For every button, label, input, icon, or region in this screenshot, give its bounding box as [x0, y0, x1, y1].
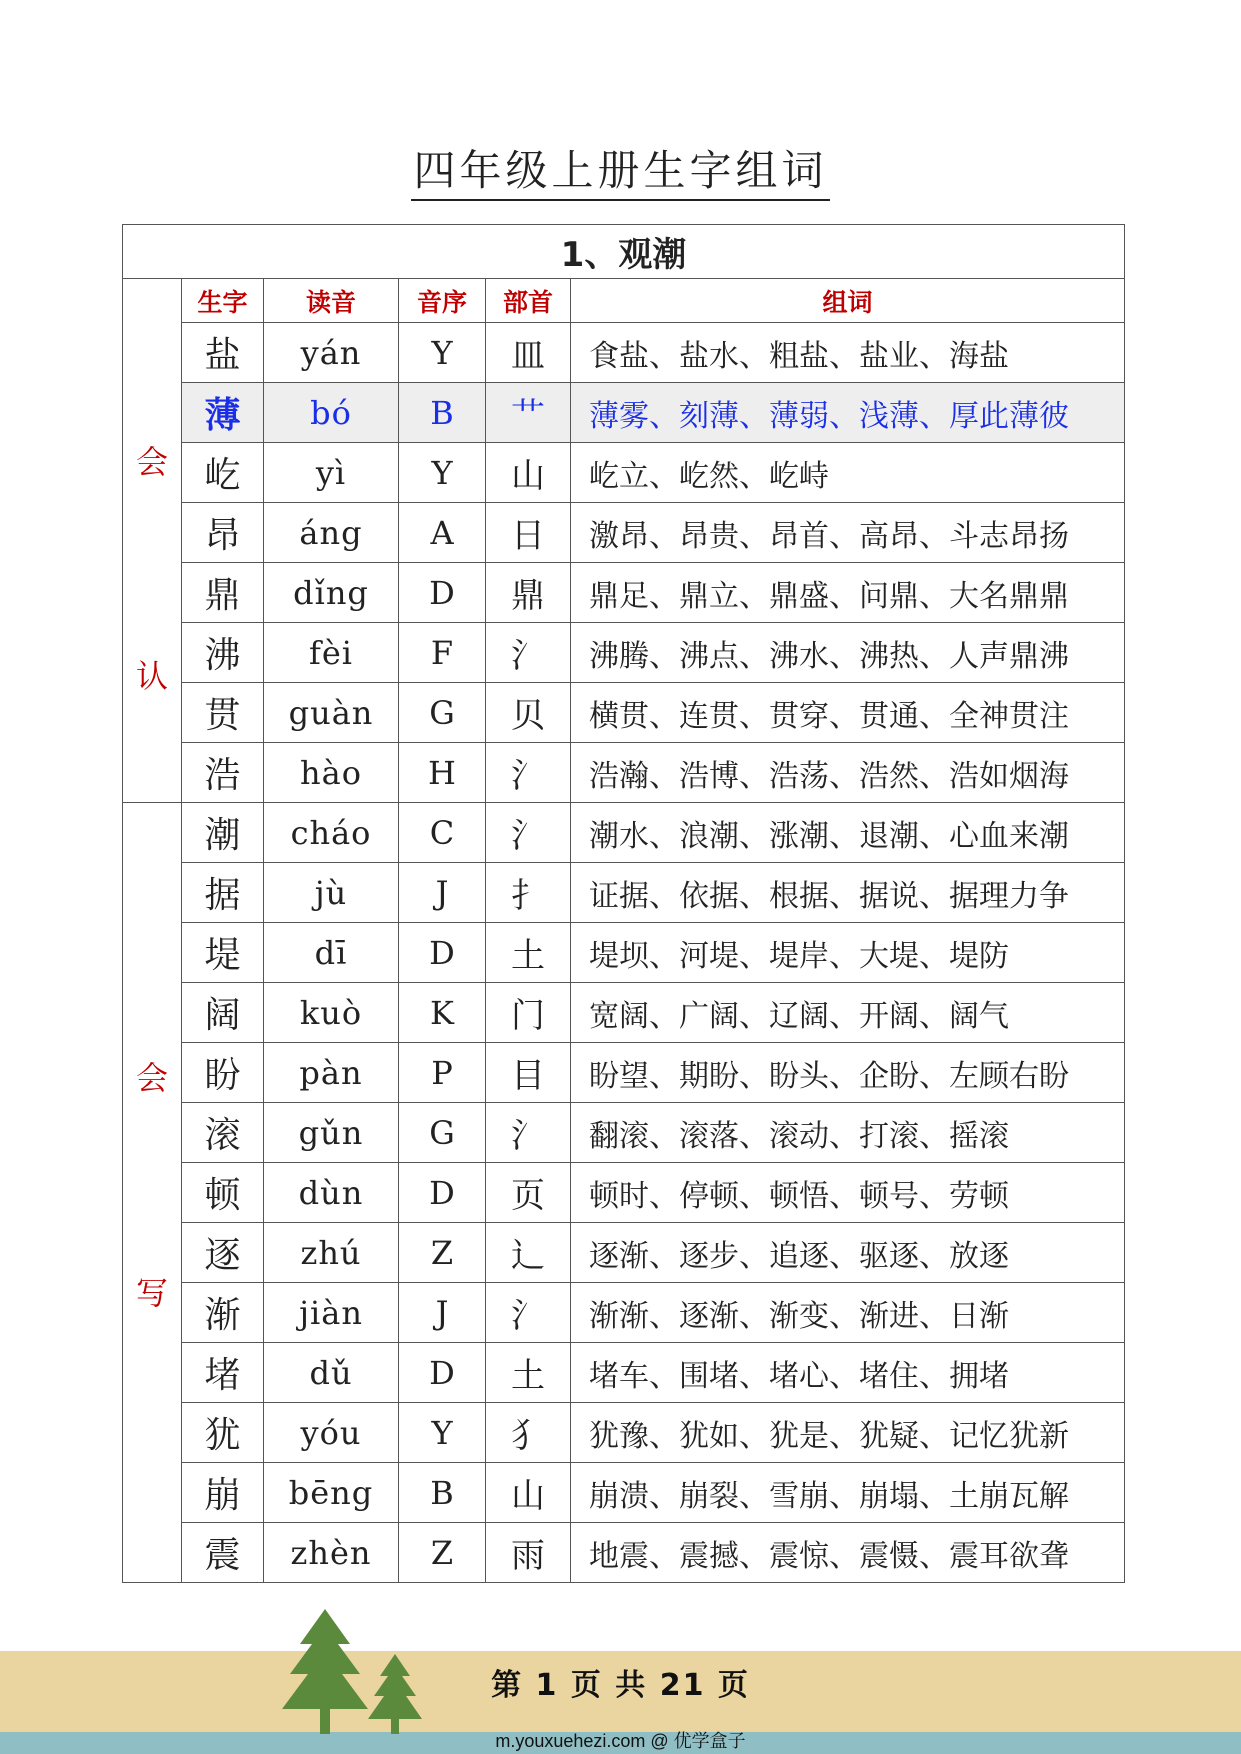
word-radical: 鼎 — [486, 563, 571, 623]
word-radical: 贝 — [486, 683, 571, 743]
word-letter: D — [399, 1343, 486, 1403]
word-radical: 门 — [486, 983, 571, 1043]
word-row — [123, 1103, 1125, 1163]
word-row — [123, 383, 1125, 443]
group-write-char-2: 写 — [135, 1274, 168, 1312]
group-recognize-char-1: 会 — [135, 443, 168, 481]
word-phrases: 激昂、昂贵、昂首、高昂、斗志昂扬 — [571, 503, 1125, 563]
word-row — [123, 1523, 1125, 1583]
word-letter: A — [399, 503, 486, 563]
word-phrases: 堵车、围堵、堵心、堵住、拥堵 — [571, 1343, 1125, 1403]
word-pinyin: hào — [264, 743, 399, 803]
word-radical: 辶 — [486, 1223, 571, 1283]
header-phrases: 组词 — [571, 279, 1125, 323]
word-row — [123, 1463, 1125, 1523]
word-row — [123, 1283, 1125, 1343]
word-radical: 雨 — [486, 1523, 571, 1583]
word-letter: J — [399, 1283, 486, 1343]
word-row — [123, 443, 1125, 503]
word-radical: 山 — [486, 443, 571, 503]
word-pinyin: dǐng — [264, 563, 399, 623]
word-char: 据 — [182, 863, 264, 923]
word-char: 震 — [182, 1523, 264, 1583]
word-row — [123, 503, 1125, 563]
word-char: 盼 — [182, 1043, 264, 1103]
word-phrases: 犹豫、犹如、犹是、犹疑、记忆犹新 — [571, 1403, 1125, 1463]
word-phrases: 渐渐、逐渐、渐变、渐进、日渐 — [571, 1283, 1125, 1343]
word-phrases: 顿时、停顿、顿悟、顿号、劳顿 — [571, 1163, 1125, 1223]
page-title — [0, 138, 1241, 198]
word-letter: Z — [399, 1523, 486, 1583]
word-pinyin: zhèn — [264, 1523, 399, 1583]
word-letter: P — [399, 1043, 486, 1103]
word-phrases: 浩瀚、浩博、浩荡、浩然、浩如烟海 — [571, 743, 1125, 803]
page-number: 第 1 页 共 21 页 — [491, 1668, 750, 1703]
word-char: 潮 — [182, 803, 264, 863]
word-char: 渐 — [182, 1283, 264, 1343]
group-write-char-1: 会 — [135, 1059, 168, 1097]
word-letter: D — [399, 1163, 486, 1223]
word-row — [123, 1163, 1125, 1223]
page-title-text: 四年级上册生字组词 — [411, 146, 829, 201]
header-letter: 音序 — [399, 279, 486, 323]
word-row — [123, 863, 1125, 923]
word-radical: 犭 — [486, 1403, 571, 1463]
word-row — [123, 983, 1125, 1043]
word-phrases: 屹立、屹然、屹峙 — [571, 443, 1125, 503]
word-pinyin: jiàn — [264, 1283, 399, 1343]
word-letter: C — [399, 803, 486, 863]
word-radical: 山 — [486, 1463, 571, 1523]
word-letter: K — [399, 983, 486, 1043]
word-radical: 页 — [486, 1163, 571, 1223]
word-row — [123, 563, 1125, 623]
word-pinyin: kuò — [264, 983, 399, 1043]
word-char: 昂 — [182, 503, 264, 563]
word-row — [123, 743, 1125, 803]
word-letter: J — [399, 863, 486, 923]
site-credit: m.youxuehezi.com @ 优学盒子 — [495, 1731, 746, 1751]
word-radical: 氵 — [486, 803, 571, 863]
word-pinyin: áng — [264, 503, 399, 563]
word-pinyin: zhú — [264, 1223, 399, 1283]
word-pinyin: yóu — [264, 1403, 399, 1463]
word-radical: 氵 — [486, 743, 571, 803]
word-phrases: 宽阔、广阔、辽阔、开阔、阔气 — [571, 983, 1125, 1043]
word-row — [123, 683, 1125, 743]
word-radical: 皿 — [486, 323, 571, 383]
header-radical: 部首 — [486, 279, 571, 323]
word-letter: D — [399, 563, 486, 623]
word-char: 堤 — [182, 923, 264, 983]
word-pinyin: fèi — [264, 623, 399, 683]
word-phrases: 堤坝、河堤、堤岸、大堤、堤防 — [571, 923, 1125, 983]
word-phrases: 翻滚、滚落、滚动、打滚、摇滚 — [571, 1103, 1125, 1163]
word-char: 屹 — [182, 443, 264, 503]
group-recognize-char-2: 认 — [135, 657, 168, 695]
word-letter: Z — [399, 1223, 486, 1283]
word-phrases: 沸腾、沸点、沸水、沸热、人声鼎沸 — [571, 623, 1125, 683]
word-char: 顿 — [182, 1163, 264, 1223]
word-radical: 氵 — [486, 1283, 571, 1343]
word-char: 薄 — [182, 383, 264, 443]
word-row — [123, 1403, 1125, 1463]
word-char: 鼎 — [182, 563, 264, 623]
word-phrases: 地震、震撼、震惊、震慑、震耳欲聋 — [571, 1523, 1125, 1583]
word-pinyin: dǔ — [264, 1343, 399, 1403]
word-radical: 目 — [486, 1043, 571, 1103]
word-letter: B — [399, 383, 486, 443]
word-pinyin: dùn — [264, 1163, 399, 1223]
header-pinyin: 读音 — [264, 279, 399, 323]
word-radical: 氵 — [486, 623, 571, 683]
word-letter: G — [399, 1103, 486, 1163]
word-pinyin: guàn — [264, 683, 399, 743]
word-phrases: 逐渐、逐步、追逐、驱逐、放逐 — [571, 1223, 1125, 1283]
word-phrases: 潮水、浪潮、涨潮、退潮、心血来潮 — [571, 803, 1125, 863]
word-letter: Y — [399, 323, 486, 383]
word-phrases: 鼎足、鼎立、鼎盛、问鼎、大名鼎鼎 — [571, 563, 1125, 623]
word-char: 逐 — [182, 1223, 264, 1283]
word-table — [122, 224, 1125, 1583]
word-pinyin: cháo — [264, 803, 399, 863]
word-letter: F — [399, 623, 486, 683]
word-pinyin: gǔn — [264, 1103, 399, 1163]
group-write — [123, 803, 182, 1583]
word-phrases: 证据、依据、根据、据说、据理力争 — [571, 863, 1125, 923]
word-char: 堵 — [182, 1343, 264, 1403]
word-pinyin: pàn — [264, 1043, 399, 1103]
word-row — [123, 623, 1125, 683]
word-pinyin: bēng — [264, 1463, 399, 1523]
word-radical: 土 — [486, 923, 571, 983]
word-phrases: 薄雾、刻薄、薄弱、浅薄、厚此薄彼 — [571, 383, 1125, 443]
word-row — [123, 1223, 1125, 1283]
word-radical: 艹 — [486, 383, 571, 443]
word-phrases: 盼望、期盼、盼头、企盼、左顾右盼 — [571, 1043, 1125, 1103]
word-letter: B — [399, 1463, 486, 1523]
word-char: 浩 — [182, 743, 264, 803]
word-char: 沸 — [182, 623, 264, 683]
word-row — [123, 1043, 1125, 1103]
word-letter: D — [399, 923, 486, 983]
word-letter: Y — [399, 1403, 486, 1463]
word-char: 滚 — [182, 1103, 264, 1163]
word-pinyin: bó — [264, 383, 399, 443]
word-char: 贯 — [182, 683, 264, 743]
word-row — [123, 923, 1125, 983]
header-char: 生字 — [182, 279, 264, 323]
word-char: 犹 — [182, 1403, 264, 1463]
word-pinyin: yán — [264, 323, 399, 383]
word-pinyin: jù — [264, 863, 399, 923]
word-letter: Y — [399, 443, 486, 503]
word-radical: 氵 — [486, 1103, 571, 1163]
group-recognize — [123, 279, 182, 803]
section-row — [123, 225, 1125, 279]
word-radical: 土 — [486, 1343, 571, 1403]
word-letter: G — [399, 683, 486, 743]
word-phrases: 食盐、盐水、粗盐、盐业、海盐 — [571, 323, 1125, 383]
section-title: 1、观潮 — [123, 225, 1125, 279]
word-char: 阔 — [182, 983, 264, 1043]
word-row — [123, 803, 1125, 863]
word-radical: 日 — [486, 503, 571, 563]
word-phrases: 横贯、连贯、贯穿、贯通、全神贯注 — [571, 683, 1125, 743]
word-row — [123, 323, 1125, 383]
word-letter: H — [399, 743, 486, 803]
word-char: 盐 — [182, 323, 264, 383]
header-row — [123, 279, 1125, 323]
word-radical: 扌 — [486, 863, 571, 923]
word-char: 崩 — [182, 1463, 264, 1523]
word-pinyin: dī — [264, 923, 399, 983]
word-pinyin: yì — [264, 443, 399, 503]
word-row — [123, 1343, 1125, 1403]
word-phrases: 崩溃、崩裂、雪崩、崩塌、土崩瓦解 — [571, 1463, 1125, 1523]
